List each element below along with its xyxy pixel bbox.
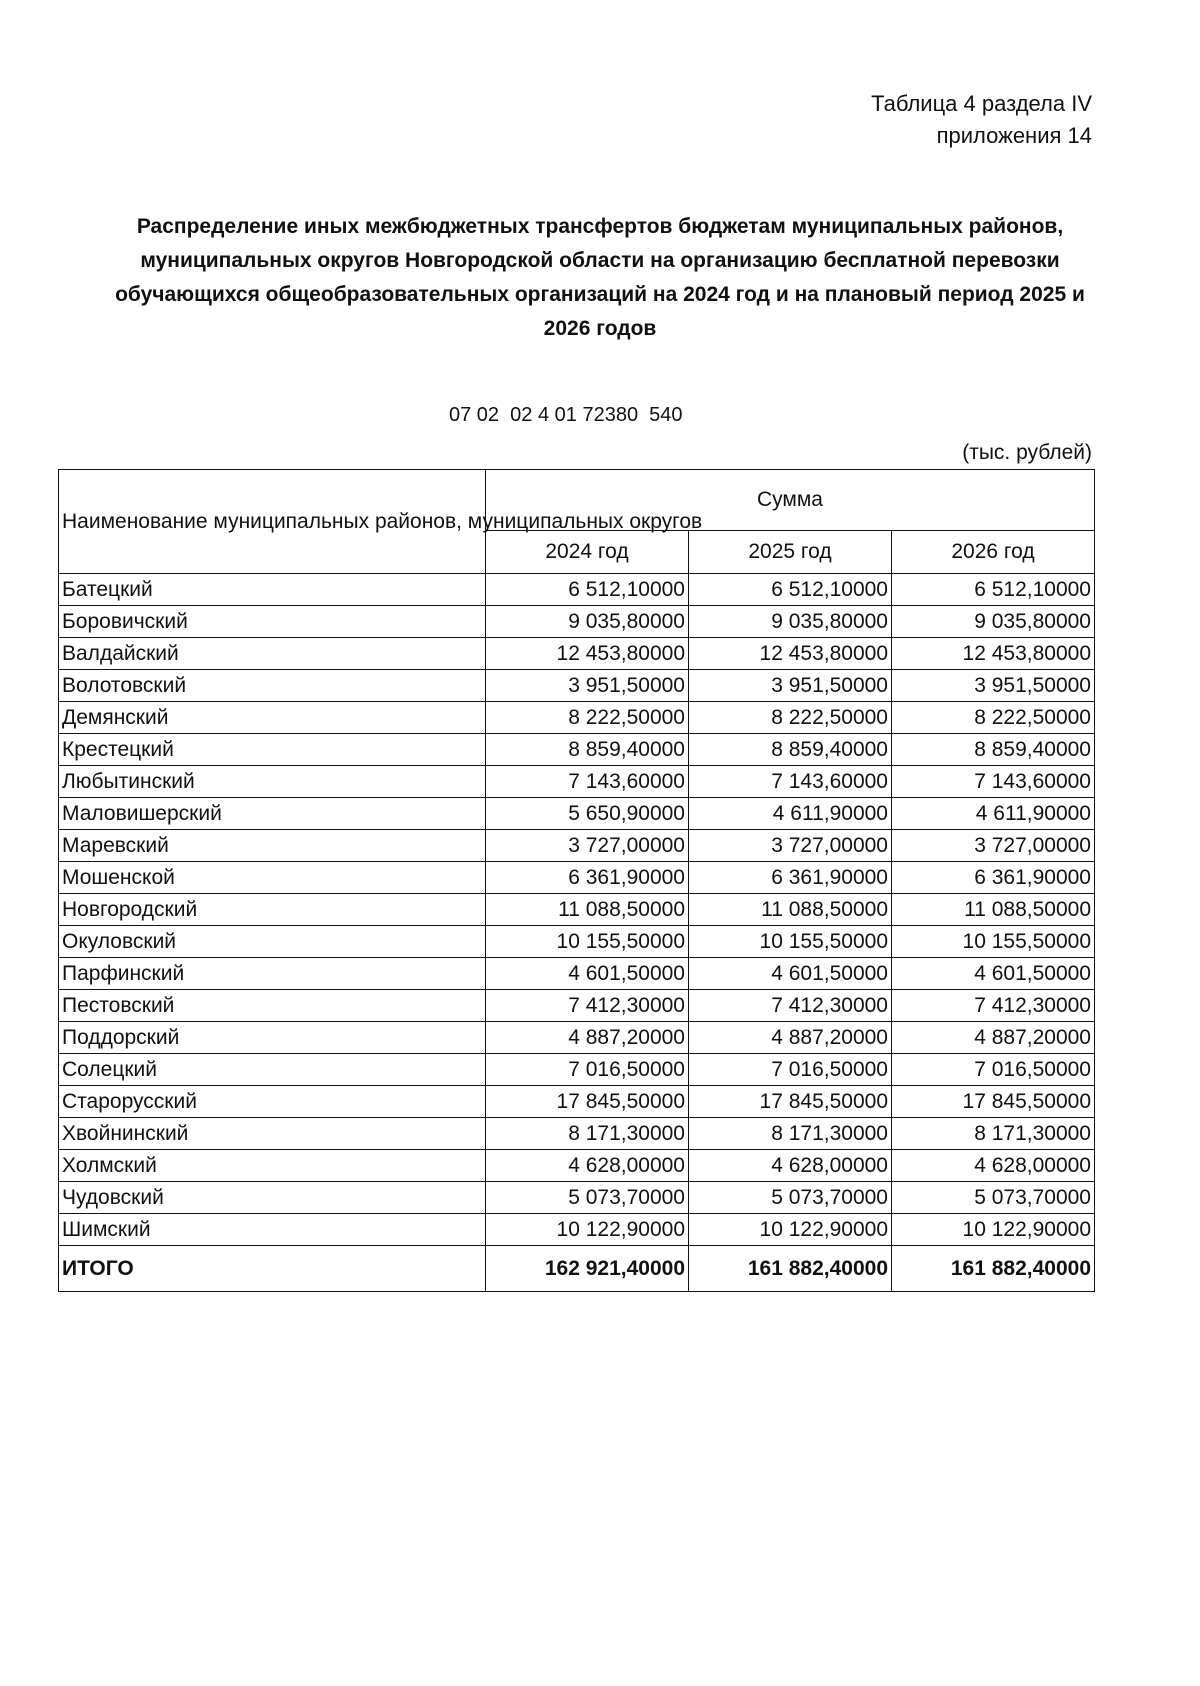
district-name: Пестовский xyxy=(59,990,486,1022)
district-name: Окуловский xyxy=(59,926,486,958)
total-2025: 161 882,40000 xyxy=(689,1246,892,1292)
amount-2026: 11 088,50000 xyxy=(892,894,1095,926)
amount-2026: 6 361,90000 xyxy=(892,862,1095,894)
amount-2025: 8 859,40000 xyxy=(689,734,892,766)
amount-2024: 5 650,90000 xyxy=(486,798,689,830)
amount-2026: 10 155,50000 xyxy=(892,926,1095,958)
amount-2025: 4 628,00000 xyxy=(689,1150,892,1182)
table-row xyxy=(59,1054,1095,1086)
amount-2026: 3 951,50000 xyxy=(892,670,1095,702)
table-row xyxy=(59,926,1095,958)
district-name: Маловишерский xyxy=(59,798,486,830)
amount-2025: 7 016,50000 xyxy=(689,1054,892,1086)
unit-label: (тыс. рублей) xyxy=(962,441,1092,464)
amount-2024: 8 859,40000 xyxy=(486,734,689,766)
table-row xyxy=(59,862,1095,894)
amount-2026: 7 143,60000 xyxy=(892,766,1095,798)
district-name: Крестецкий xyxy=(59,734,486,766)
amount-2026: 7 412,30000 xyxy=(892,990,1095,1022)
amount-2024: 6 361,90000 xyxy=(486,862,689,894)
total-2024: 162 921,40000 xyxy=(486,1246,689,1292)
district-name: Холмский xyxy=(59,1150,486,1182)
district-name: Батецкий xyxy=(59,574,486,606)
district-name: Волотовский xyxy=(59,670,486,702)
amount-2026: 8 859,40000 xyxy=(892,734,1095,766)
amount-2025: 4 887,20000 xyxy=(689,1022,892,1054)
table-header-row xyxy=(59,470,1095,531)
table-row xyxy=(59,638,1095,670)
table-row xyxy=(59,958,1095,990)
amount-2024: 8 171,30000 xyxy=(486,1118,689,1150)
amount-2026: 17 845,50000 xyxy=(892,1086,1095,1118)
amount-2025: 5 073,70000 xyxy=(689,1182,892,1214)
district-name: Чудовский xyxy=(59,1182,486,1214)
amount-2026: 8 222,50000 xyxy=(892,702,1095,734)
table-row xyxy=(59,766,1095,798)
table-row xyxy=(59,1118,1095,1150)
table-row xyxy=(59,734,1095,766)
amount-2026: 4 887,20000 xyxy=(892,1022,1095,1054)
amount-2025: 8 171,30000 xyxy=(689,1118,892,1150)
table-row xyxy=(59,830,1095,862)
total-row xyxy=(59,1246,1095,1292)
amount-2024: 5 073,70000 xyxy=(486,1182,689,1214)
amount-2024: 12 453,80000 xyxy=(486,638,689,670)
amount-2024: 7 412,30000 xyxy=(486,990,689,1022)
column-header-sum: Сумма xyxy=(486,470,1095,531)
title-line: муниципальных округов Новгородской области на организацию бесплатной перевозки xyxy=(140,249,1060,272)
district-name: Поддорский xyxy=(59,1022,486,1054)
table-reference-line-1: Таблица 4 раздела IV xyxy=(871,91,1092,116)
total-2026: 161 882,40000 xyxy=(892,1246,1095,1292)
document-title xyxy=(60,210,1140,346)
amount-2025: 11 088,50000 xyxy=(689,894,892,926)
title-line: обучающихся общеобразовательных организаций на 2024 год и на плановый период 2025 и xyxy=(115,283,1085,306)
amount-2026: 4 611,90000 xyxy=(892,798,1095,830)
amount-2025: 4 601,50000 xyxy=(689,958,892,990)
amount-2025: 17 845,50000 xyxy=(689,1086,892,1118)
budget-classification-code: 07 02 02 4 01 72380 540 xyxy=(449,404,683,426)
table-row xyxy=(59,990,1095,1022)
amount-2025: 3 951,50000 xyxy=(689,670,892,702)
title-line: 2026 годов xyxy=(543,317,657,340)
table-row xyxy=(59,1214,1095,1246)
column-header-name: Наименование муниципальных районов, муниципальных округов xyxy=(59,470,486,574)
amount-2025: 7 143,60000 xyxy=(689,766,892,798)
column-header-2026: 2026 год xyxy=(892,531,1095,574)
district-name: Валдайский xyxy=(59,638,486,670)
amount-2024: 7 016,50000 xyxy=(486,1054,689,1086)
amount-2025: 8 222,50000 xyxy=(689,702,892,734)
district-name: Мошенской xyxy=(59,862,486,894)
amount-2024: 4 887,20000 xyxy=(486,1022,689,1054)
amount-2024: 11 088,50000 xyxy=(486,894,689,926)
column-header-2025: 2025 год xyxy=(689,531,892,574)
district-name: Маревский xyxy=(59,830,486,862)
amount-2024: 3 951,50000 xyxy=(486,670,689,702)
table-row xyxy=(59,574,1095,606)
amount-2026: 9 035,80000 xyxy=(892,606,1095,638)
column-header-2024: 2024 год xyxy=(486,531,689,574)
distribution-table xyxy=(58,469,1095,1292)
district-name: Демянский xyxy=(59,702,486,734)
title-line: Распределение иных межбюджетных трансфертов бюджетам муниципальных районов, xyxy=(136,215,1064,238)
amount-2025: 6 512,10000 xyxy=(689,574,892,606)
amount-2024: 3 727,00000 xyxy=(486,830,689,862)
table-row xyxy=(59,894,1095,926)
table-row xyxy=(59,702,1095,734)
district-name: Хвойнинский xyxy=(59,1118,486,1150)
table-row xyxy=(59,1022,1095,1054)
amount-2026: 3 727,00000 xyxy=(892,830,1095,862)
amount-2025: 3 727,00000 xyxy=(689,830,892,862)
amount-2024: 17 845,50000 xyxy=(486,1086,689,1118)
amount-2026: 4 628,00000 xyxy=(892,1150,1095,1182)
amount-2024: 4 601,50000 xyxy=(486,958,689,990)
table-row xyxy=(59,798,1095,830)
amount-2026: 10 122,90000 xyxy=(892,1214,1095,1246)
amount-2025: 9 035,80000 xyxy=(689,606,892,638)
amount-2026: 8 171,30000 xyxy=(892,1118,1095,1150)
amount-2025: 7 412,30000 xyxy=(689,990,892,1022)
district-name: Новгородский xyxy=(59,894,486,926)
table-row xyxy=(59,1150,1095,1182)
amount-2025: 10 122,90000 xyxy=(689,1214,892,1246)
amount-2024: 9 035,80000 xyxy=(486,606,689,638)
amount-2026: 12 453,80000 xyxy=(892,638,1095,670)
table-row xyxy=(59,670,1095,702)
district-name: Любытинский xyxy=(59,766,486,798)
district-name: Парфинский xyxy=(59,958,486,990)
amount-2025: 6 361,90000 xyxy=(689,862,892,894)
district-name: Солецкий xyxy=(59,1054,486,1086)
table-row xyxy=(59,1182,1095,1214)
amount-2024: 6 512,10000 xyxy=(486,574,689,606)
amount-2026: 6 512,10000 xyxy=(892,574,1095,606)
table-reference-line-2: приложения 14 xyxy=(936,123,1092,148)
amount-2026: 4 601,50000 xyxy=(892,958,1095,990)
amount-2025: 12 453,80000 xyxy=(689,638,892,670)
district-name: Старорусский xyxy=(59,1086,486,1118)
table-row xyxy=(59,606,1095,638)
table-body xyxy=(59,574,1095,1292)
amount-2025: 10 155,50000 xyxy=(689,926,892,958)
amount-2024: 7 143,60000 xyxy=(486,766,689,798)
amount-2024: 4 628,00000 xyxy=(486,1150,689,1182)
table-row xyxy=(59,1086,1095,1118)
amount-2026: 5 073,70000 xyxy=(892,1182,1095,1214)
amount-2024: 10 122,90000 xyxy=(486,1214,689,1246)
total-label: ИТОГО xyxy=(59,1246,486,1292)
amount-2026: 7 016,50000 xyxy=(892,1054,1095,1086)
district-name: Боровичский xyxy=(59,606,486,638)
amount-2024: 8 222,50000 xyxy=(486,702,689,734)
table-reference xyxy=(871,88,1092,152)
amount-2024: 10 155,50000 xyxy=(486,926,689,958)
amount-2025: 4 611,90000 xyxy=(689,798,892,830)
district-name: Шимский xyxy=(59,1214,486,1246)
